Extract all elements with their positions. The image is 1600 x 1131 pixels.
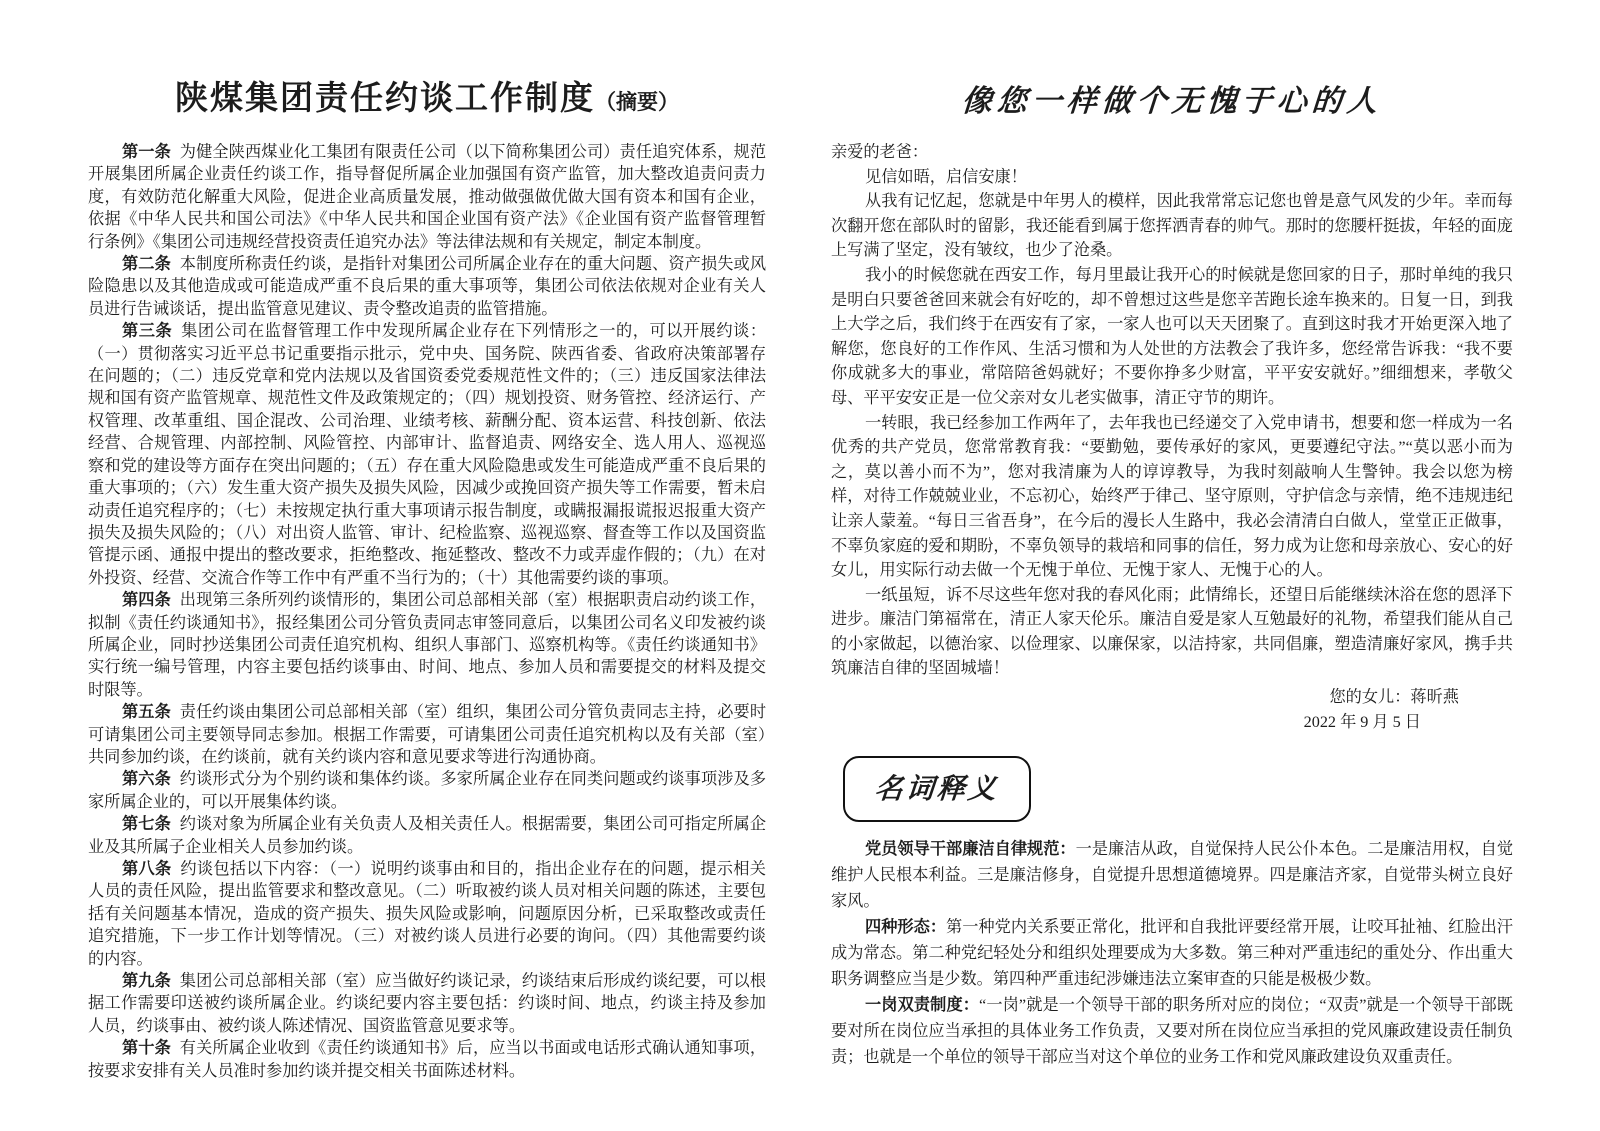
article-text: 为健全陕西煤业化工集团有限责任公司（以下简称集团公司）责任追究体系，规范开展集团所属企业责任约谈工作，指导督促所属企业加强国有资产监管，加大整改追责问责力度，有效防范化解重大风险，促进企业高质量发展，推动做强做优做大国有资本和国有企业，依据《中华人民共和国公司法》《中华人民共和国企业国有资产法》《企业国有资产监督管理暂行条例》《集团公司违规经营投资责任追究办法》等法律法规和有关规定，制定本制度。 <box>88 143 767 251</box>
letter-salutation: 亲爱的老爸： <box>831 143 929 161</box>
article-text: 责任约谈由集团公司总部相关部（室）组织，集团公司分管负责同志主持，必要时可请集团公司主要领导同志参加。根据工作需要，可请集团公司责任追究机构以及有关部（室）共同参加约谈，在约谈前，就有关约谈内容和意见要求等进行沟通协商。 <box>88 703 767 766</box>
letter-date: 2022 年 9 月 5 日 <box>1303 712 1421 731</box>
article-text: 本制度所称责任约谈，是指针对集团公司所属企业存在的重大问题、资产损失或风险隐患以及其他造成或可能造成严重不良后果的重大事项等，集团公司依法依规对企业有关人员进行告诫谈话，提出监管意见建议、责令整改追责的监管措施。 <box>88 255 767 318</box>
article-text: 出现第三条所列约谈情形的，集团公司总部相关部（室）根据职责启动约谈工作，拟制《责任约谈通知书》，报经集团公司分管负责同志审签同意后，以集团公司名义印发被约谈所属企业，同时抄送集团公司责任追究机构、组织人事部门、巡察机构等。《责任约谈通知书》实行统一编号管理，内容主要包括约谈事由、时间、地点、参加人员和需要提交的材料及提交时限等。 <box>88 591 767 699</box>
page-title <box>88 72 766 119</box>
article-label: 第七条 <box>122 815 171 834</box>
article-paragraph-7 <box>88 813 766 858</box>
glossary-term-definition: 第一种党内关系要正常化，批评和自我批评要经常开展，让咬耳扯袖、红脸出汗成为常态。第二种党纪轻处分和组织处理要成为大多数。第三种对严重违纪的重处分、作出重大职务调整应当是少数。第四种严重违纪涉嫌违法立案审查的只能是极极少数。 <box>831 918 1513 989</box>
letter-paragraph-3: 我小的时候您就在西安工作，每月里最让我开心的时候就是您回家的日子，那时单纯的我只是明白只要爸爸回来就会有好吃的，却不曾想过这些是您辛苦跑长途车换来的。日复一日，到我上大学之后，我们终于在西安有了家，一家人也可以天天团聚了。直到这时我才开始更深入地了解您，您良好的工作作风、生活习惯和为人处世的方法教会了我许多，您经常告诉我：“我不要你成就多大的事业，常陪陪爸妈就好；不要你挣多少财富，平平安安就好。”细细想来，孝敬父母、平平安安正是一位父亲对女儿老实做事，清正守节的期许。 <box>831 265 1513 407</box>
article-label: 第九条 <box>122 972 171 991</box>
glossary-heading-box <box>843 756 1031 822</box>
glossary-term-2 <box>831 914 1513 992</box>
article-label: 第二条 <box>122 255 171 274</box>
glossary-term-label: 一岗双责制度： <box>865 996 980 1015</box>
article-text: 集团公司总部相关部（室）应当做好约谈记录，约谈结束后形成约谈纪要，可以根据工作需要印送被约谈所属企业。约谈纪要内容主要包括：约谈时间、地点，约谈主持及参加人员，约谈事由、被约谈人陈述情况、国资监管意见要求等。 <box>88 972 767 1035</box>
glossary-heading: 名词释义 <box>873 774 1001 806</box>
glossary-section <box>831 836 1513 1070</box>
article-label: 第五条 <box>122 703 171 722</box>
letter-paragraph-2: 从我有记忆起，您就是中年男人的模样，因此我常常忘记您也曾是意气风发的少年。幸而每次翻开您在部队时的留影，我还能看到属于您挥洒青春的帅气。那时的您腰杆挺拔，年轻的面庞上写满了坚定，没有皱纹，也少了沧桑。 <box>831 192 1513 260</box>
glossary-term-3 <box>831 992 1513 1070</box>
article-paragraph-8 <box>88 858 766 970</box>
letter-title: 像您一样做个无愧于心的人 <box>960 85 1383 118</box>
letter-paragraph-4: 一转眼，我已经参加工作两年了，去年我也已经递交了入党申请书，想要和您一样成为一名优秀的共产党员，您常常教育我：“要勤勉，要传承好的家风，更要遵纪守法。”“莫以恶小而为之，莫以善小而不为”，您对我清廉为人的谆谆教导，为我时刻敲响人生警钟。我会以您为榜样，对待工作兢兢业业，不忘初心，始终严于律己、坚守原则，守护信念与亲情，绝不违规违纪让亲人蒙羞。“每日三省吾身”，在今后的漫长人生路中，我必会清清白白做人，堂堂正正做事，不辜负家庭的爱和期盼，不辜负领导的栽培和同事的信任，努力成为让您和母亲放心、安心的好女儿，用实际行动去做一个无愧于单位、无愧于家人、无愧于心的人。 <box>831 413 1513 580</box>
article-label: 第四条 <box>122 591 171 610</box>
article-label: 第一条 <box>122 143 171 161</box>
article-text: 约谈包括以下内容：（一）说明约谈事由和目的，指出企业存在的问题，提示相关人员的责任风险，提出监管要求和整改意见。（二）听取被约谈人员对相关问题的陈述，主要包括有关问题基本情况，造成的资产损失、损失风险或影响，问题原因分析，已采取整改或责任追究措施，下一步工作计划等情况。（三）对被约谈人员进行必要的询问。（四）其他需要约谈的内容。 <box>88 860 766 968</box>
article-text: 集团公司在监督管理工作中发现所属企业存在下列情形之一的，可以开展约谈：（一）贯彻落实习近平总书记重要指示批示，党中央、国务院、陕西省委、省政府决策部署存在问题的；（二）违反党章和党内法规以及省国资委党委规范性文件的；（三）违反国家法律法规和国有资产监管规章、规范性文件及政策规定的；（四）规划投资、财务管控、经济运行、产权管理、改革重组、国企混改、公司治理、业绩考核、薪酬分配、资本运营、科技创新、依法经营、合规管理、内部控制、风险管控、内部审计、监督追责、网络安全、选人用人、巡视巡察和党的建设等方面存在突出问题的；（五）存在重大风险隐患或发生可能造成严重不良后果的重大事项的；（六）发生重大资产损失及损失风险，因减少或挽回资产损失等工作需要，暂未启动责任追究程序的；（七）未按规定执行重大事项请示报告制度，或瞒报漏报谎报迟报重大资产损失及损失风险的；（八）对出资人监管、审计、纪检监察、巡视巡察、督查等工作以及国资监管提示函、通报中提出的整改要求，拒绝整改、拖延整改、整改不力或弄虚作假的；（九）在对外投资、经营、交流合作等工作中有严重不当行为的；（十）其他需要约谈的事项。 <box>88 322 767 587</box>
article-label: 第六条 <box>122 770 171 789</box>
letter-paragraph-1: 见信如晤，启信安康！ <box>865 167 1027 186</box>
right-page <box>831 72 1513 1070</box>
article-paragraph-3 <box>88 320 766 589</box>
glossary-term-definition: “一岗”就是一个领导干部的职务所对应的岗位；“双责”就是一个领导干部既要对所在岗位应当承担的具体业务工作负责，又要对所在岗位应当承担的党风廉政建设责任制负责；也就是一个单位的领导干部应当对这个单位的业务工作和党风廉政建设负双重责任。 <box>831 996 1513 1067</box>
article-paragraph-4 <box>88 589 766 701</box>
article-paragraph-6 <box>88 768 766 813</box>
article-paragraph-2 <box>88 253 766 320</box>
article-label: 第三条 <box>122 322 173 341</box>
glossary-term-label: 四种形态： <box>865 918 947 937</box>
article-label: 第十条 <box>122 1039 171 1058</box>
letter-section <box>831 140 1513 734</box>
article-paragraph-5 <box>88 701 766 768</box>
article-paragraph-10 <box>88 1037 766 1082</box>
glossary-term-label: 党员领导干部廉洁自律规范： <box>865 840 1076 859</box>
article-text: 约谈形式分为个别约谈和集体约谈。多家所属企业存在同类问题或约谈事项涉及多家所属企业的，可以开展集体约谈。 <box>88 770 767 811</box>
glossary-term-1 <box>831 836 1513 914</box>
left-page <box>88 72 766 1082</box>
letter-paragraph-5: 一纸虽短，诉不尽这些年您对我的春风化雨；此情绵长，还望日后能继续沐浴在您的恩泽下进步。廉洁门第福常在，清正人家天伦乐。廉洁自爱是家人互勉最好的礼物，希望我们能从自己的小家做起，以德治家、以俭理家、以廉保家，以洁持家，共同倡廉，塑造清廉好家风，携手共筑廉洁自律的坚固城墙！ <box>831 585 1513 678</box>
article-text: 有关所属企业收到《责任约谈通知书》后，应当以书面或电话形式确认通知事项，按要求安排有关人员准时参加约谈并提交相关书面陈述材料。 <box>88 1039 767 1080</box>
articles-section <box>88 141 766 1082</box>
article-text: 约谈对象为所属企业有关负责人及相关责任人。根据需要，集团公司可指定所属企业及其所属子企业相关人员参加约谈。 <box>88 815 767 856</box>
page-title-text: 陕煤集团责任约谈工作制度 <box>175 81 595 117</box>
article-paragraph-1 <box>88 141 766 253</box>
letter-signature: 您的女儿：蒋昕燕 <box>1329 688 1459 707</box>
page-title-suffix: （摘要） <box>595 90 679 114</box>
article-paragraph-9 <box>88 970 766 1037</box>
glossary-term-definition: 一是廉洁从政，自觉保持人民公仆本色。二是廉洁用权，自觉维护人民根本利益。三是廉洁修身，自觉提升思想道德境界。四是廉洁齐家，自觉带头树立良好家风。 <box>831 840 1514 911</box>
article-label: 第八条 <box>122 860 172 878</box>
